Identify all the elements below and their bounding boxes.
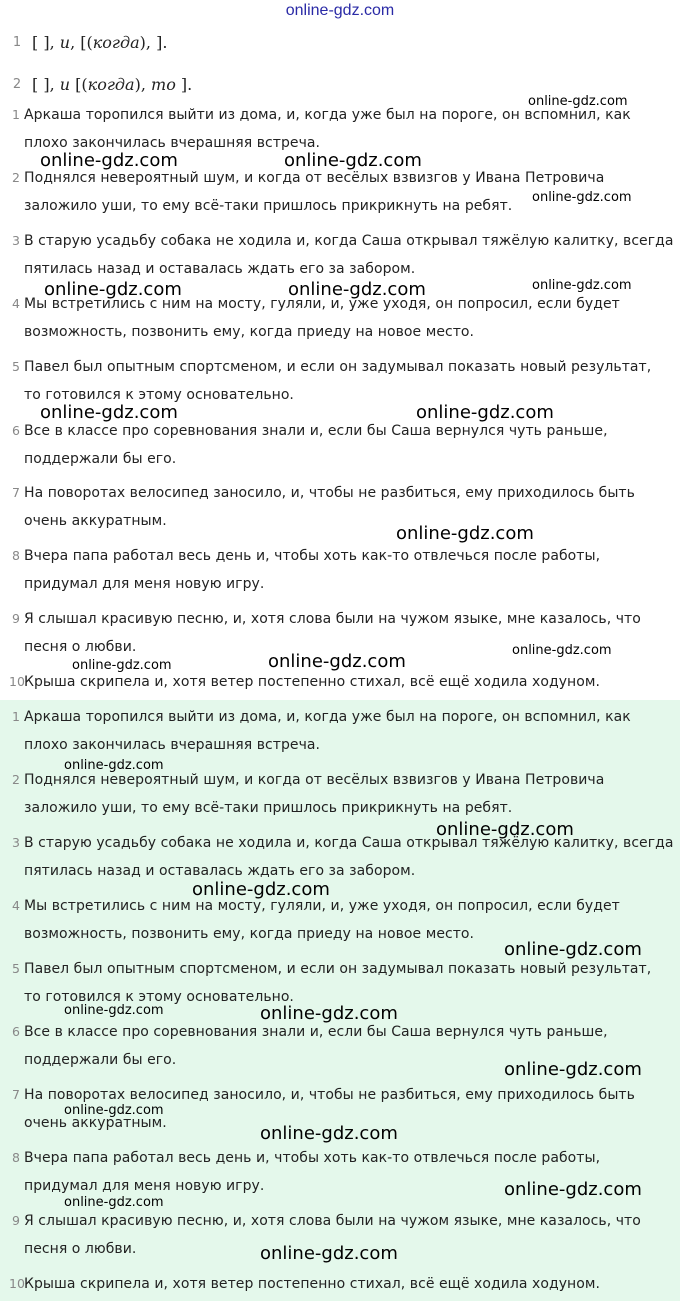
sentence-line: пятилась назад и оставалась ждать его за забором. (24, 261, 416, 277)
watermark-text: online-gdz.com (72, 658, 172, 673)
header-watermark: online-gdz.com (285, 2, 395, 19)
sentence-line: Все в классе про соревнования знали и, если бы Саша вернулся чуть раньше, (24, 1024, 608, 1040)
sentence-line: то готовился к этому основательно. (24, 989, 294, 1005)
watermark-text: online-gdz.com (504, 939, 642, 960)
sentence-line: Я слышал красивую песню, и, хотя слова были на чужом языке, мне казалось, что (24, 1213, 641, 1229)
sentence-line: В старую усадьбу собака не ходила и, когда Саша открывал тяжёлую калитку, всегда (24, 835, 674, 851)
sentence-line: Аркаша торопился выйти из дома, и, когда уже был на пороге, он вспомнил, как (24, 709, 631, 725)
sentence-line: Крыша скрипела и, хотя ветер постепенно стихал, всё ещё ходила ходуном. (24, 674, 600, 690)
sentence-line: Вчера папа работал весь день и, чтобы хоть как-то отвлечься после работы, (24, 548, 601, 564)
watermark-text: online-gdz.com (288, 279, 426, 300)
watermark-text: online-gdz.com (396, 523, 534, 544)
sentence-line: возможность, позвонить ему, когда приеду на новое место. (24, 324, 475, 340)
sentence-number: 4 (12, 898, 20, 913)
sentence-line: поддержали бы его. (24, 1052, 177, 1068)
sentence-text (24, 417, 678, 473)
watermark-text: online-gdz.com (512, 643, 612, 658)
sentence-line: На поворотах велосипед заносило, и, чтобы не разбиться, ему приходилось быть (24, 1087, 635, 1103)
watermark-text: online-gdz.com (64, 758, 164, 773)
sentence-line: Все в классе про соревнования знали и, если бы Саша вернулся чуть раньше, (24, 423, 608, 439)
sentence-line: Мы встретились с ним на мосту, гуляли, и, уже уходя, он попросил, если будет (24, 296, 620, 312)
watermark-text: online-gdz.com (260, 1243, 398, 1264)
sentence-line: плохо закончилась вчерашняя встреча. (24, 737, 321, 753)
sentence-number: 6 (12, 1024, 20, 1039)
sentence-number: 9 (12, 1213, 20, 1228)
sentence-text (24, 1270, 678, 1298)
sentence-number: 5 (12, 359, 20, 374)
sentence-line: то готовился к этому основательно. (24, 387, 294, 403)
sentence-line: Мы встретились с ним на мосту, гуляли, и, уже уходя, он попросил, если будет (24, 898, 620, 914)
sentence-text (24, 703, 678, 759)
sentence-number: 2 (12, 170, 20, 185)
sentence-line: Я слышал красивую песню, и, хотя слова были на чужом языке, мне казалось, что (24, 611, 641, 627)
sentence-line: очень аккуратным. (24, 513, 167, 529)
watermark-text: online-gdz.com (64, 1103, 164, 1118)
sentence-line: очень аккуратным. (24, 1115, 167, 1131)
scheme-formula: [ ], и [(когда), то ]. (32, 75, 193, 94)
sentence-line: пятилась назад и оставалась ждать его за забором. (24, 863, 416, 879)
watermark-text: online-gdz.com (532, 190, 632, 205)
scheme-number: 1 (12, 35, 22, 50)
sentence-number: 8 (12, 1150, 20, 1165)
sentence-number: 6 (12, 423, 20, 438)
sentence-line: заложило уши, то ему всё-таки пришлось прикрикнуть на ребят. (24, 800, 513, 816)
sentence-number: 4 (12, 296, 20, 311)
watermark-text: online-gdz.com (504, 1059, 642, 1080)
sentence-line: поддержали бы его. (24, 451, 177, 467)
sentence-text (24, 101, 678, 157)
sentence-number: 7 (12, 1087, 20, 1102)
sentence-number: 9 (12, 611, 20, 626)
sentence-line: заложило уши, то ему всё-таки пришлось прикрикнуть на ребят. (24, 198, 513, 214)
sentence-number: 5 (12, 961, 20, 976)
watermark-text: online-gdz.com (268, 651, 406, 672)
watermark-text: online-gdz.com (528, 94, 628, 109)
sentence-number: 2 (12, 772, 20, 787)
sentence-line: Вчера папа работал весь день и, чтобы хоть как-то отвлечься после работы, (24, 1150, 601, 1166)
sentence-line: возможность, позвонить ему, когда приеду на новое место. (24, 926, 475, 942)
sentence-text (24, 479, 678, 535)
sentence-line: придумал для меня новую игру. (24, 1178, 265, 1194)
sentence-text (24, 353, 678, 409)
watermark-text: online-gdz.com (284, 150, 422, 171)
sentence-text (24, 542, 678, 598)
sentence-line: Поднялся невероятный шум, и когда от весёлых взвизгов у Ивана Петровича (24, 772, 605, 788)
watermark-text: online-gdz.com (260, 1003, 398, 1024)
sentence-number: 7 (12, 485, 20, 500)
sentence-number: 1 (12, 709, 20, 724)
scheme-number: 2 (12, 77, 22, 92)
sentence-line: придумал для меня новую игру. (24, 576, 265, 592)
sentence-number: 8 (12, 548, 20, 563)
sentence-line: Крыша скрипела и, хотя ветер постепенно стихал, всё ещё ходила ходуном. (24, 1276, 600, 1292)
watermark-text: online-gdz.com (64, 1195, 164, 1210)
watermark-text: online-gdz.com (260, 1123, 398, 1144)
watermark-text: online-gdz.com (416, 402, 554, 423)
sentence-line: Павел был опытным спортсменом, и если он задумывал показать новый результат, (24, 961, 652, 977)
watermark-text: online-gdz.com (436, 819, 574, 840)
scheme-formula: [ ], и, [(когда), ]. (32, 33, 168, 52)
sentence-text (24, 227, 678, 283)
sentence-line: На поворотах велосипед заносило, и, чтобы не разбиться, ему приходилось быть (24, 485, 635, 501)
sentence-line: песня о любви. (24, 639, 137, 655)
watermark-text: online-gdz.com (504, 1179, 642, 1200)
sentence-number: 10 (9, 1276, 25, 1291)
sentence-number: 1 (12, 107, 20, 122)
watermark-text: online-gdz.com (192, 879, 330, 900)
sentence-line: песня о любви. (24, 1241, 137, 1257)
watermark-text: online-gdz.com (40, 150, 178, 171)
sentence-line: Поднялся невероятный шум, и когда от весёлых взвизгов у Ивана Петровича (24, 170, 605, 186)
sentence-line: плохо закончилась вчерашняя встреча. (24, 135, 321, 151)
watermark-text: online-gdz.com (44, 279, 182, 300)
sentence-text (24, 829, 678, 885)
watermark-text: online-gdz.com (64, 1003, 164, 1018)
sentence-text (24, 766, 678, 822)
sentence-line: Аркаша торопился выйти из дома, и, когда уже был на пороге, он вспомнил, как (24, 107, 631, 123)
sentence-number: 10 (9, 674, 25, 689)
sentence-number: 3 (12, 233, 20, 248)
watermark-text: online-gdz.com (40, 402, 178, 423)
watermark-text: online-gdz.com (532, 278, 632, 293)
sentence-line: Павел был опытным спортсменом, и если он задумывал показать новый результат, (24, 359, 652, 375)
sentence-number: 3 (12, 835, 20, 850)
sentence-line: В старую усадьбу собака не ходила и, когда Саша открывал тяжёлую калитку, всегда (24, 233, 674, 249)
